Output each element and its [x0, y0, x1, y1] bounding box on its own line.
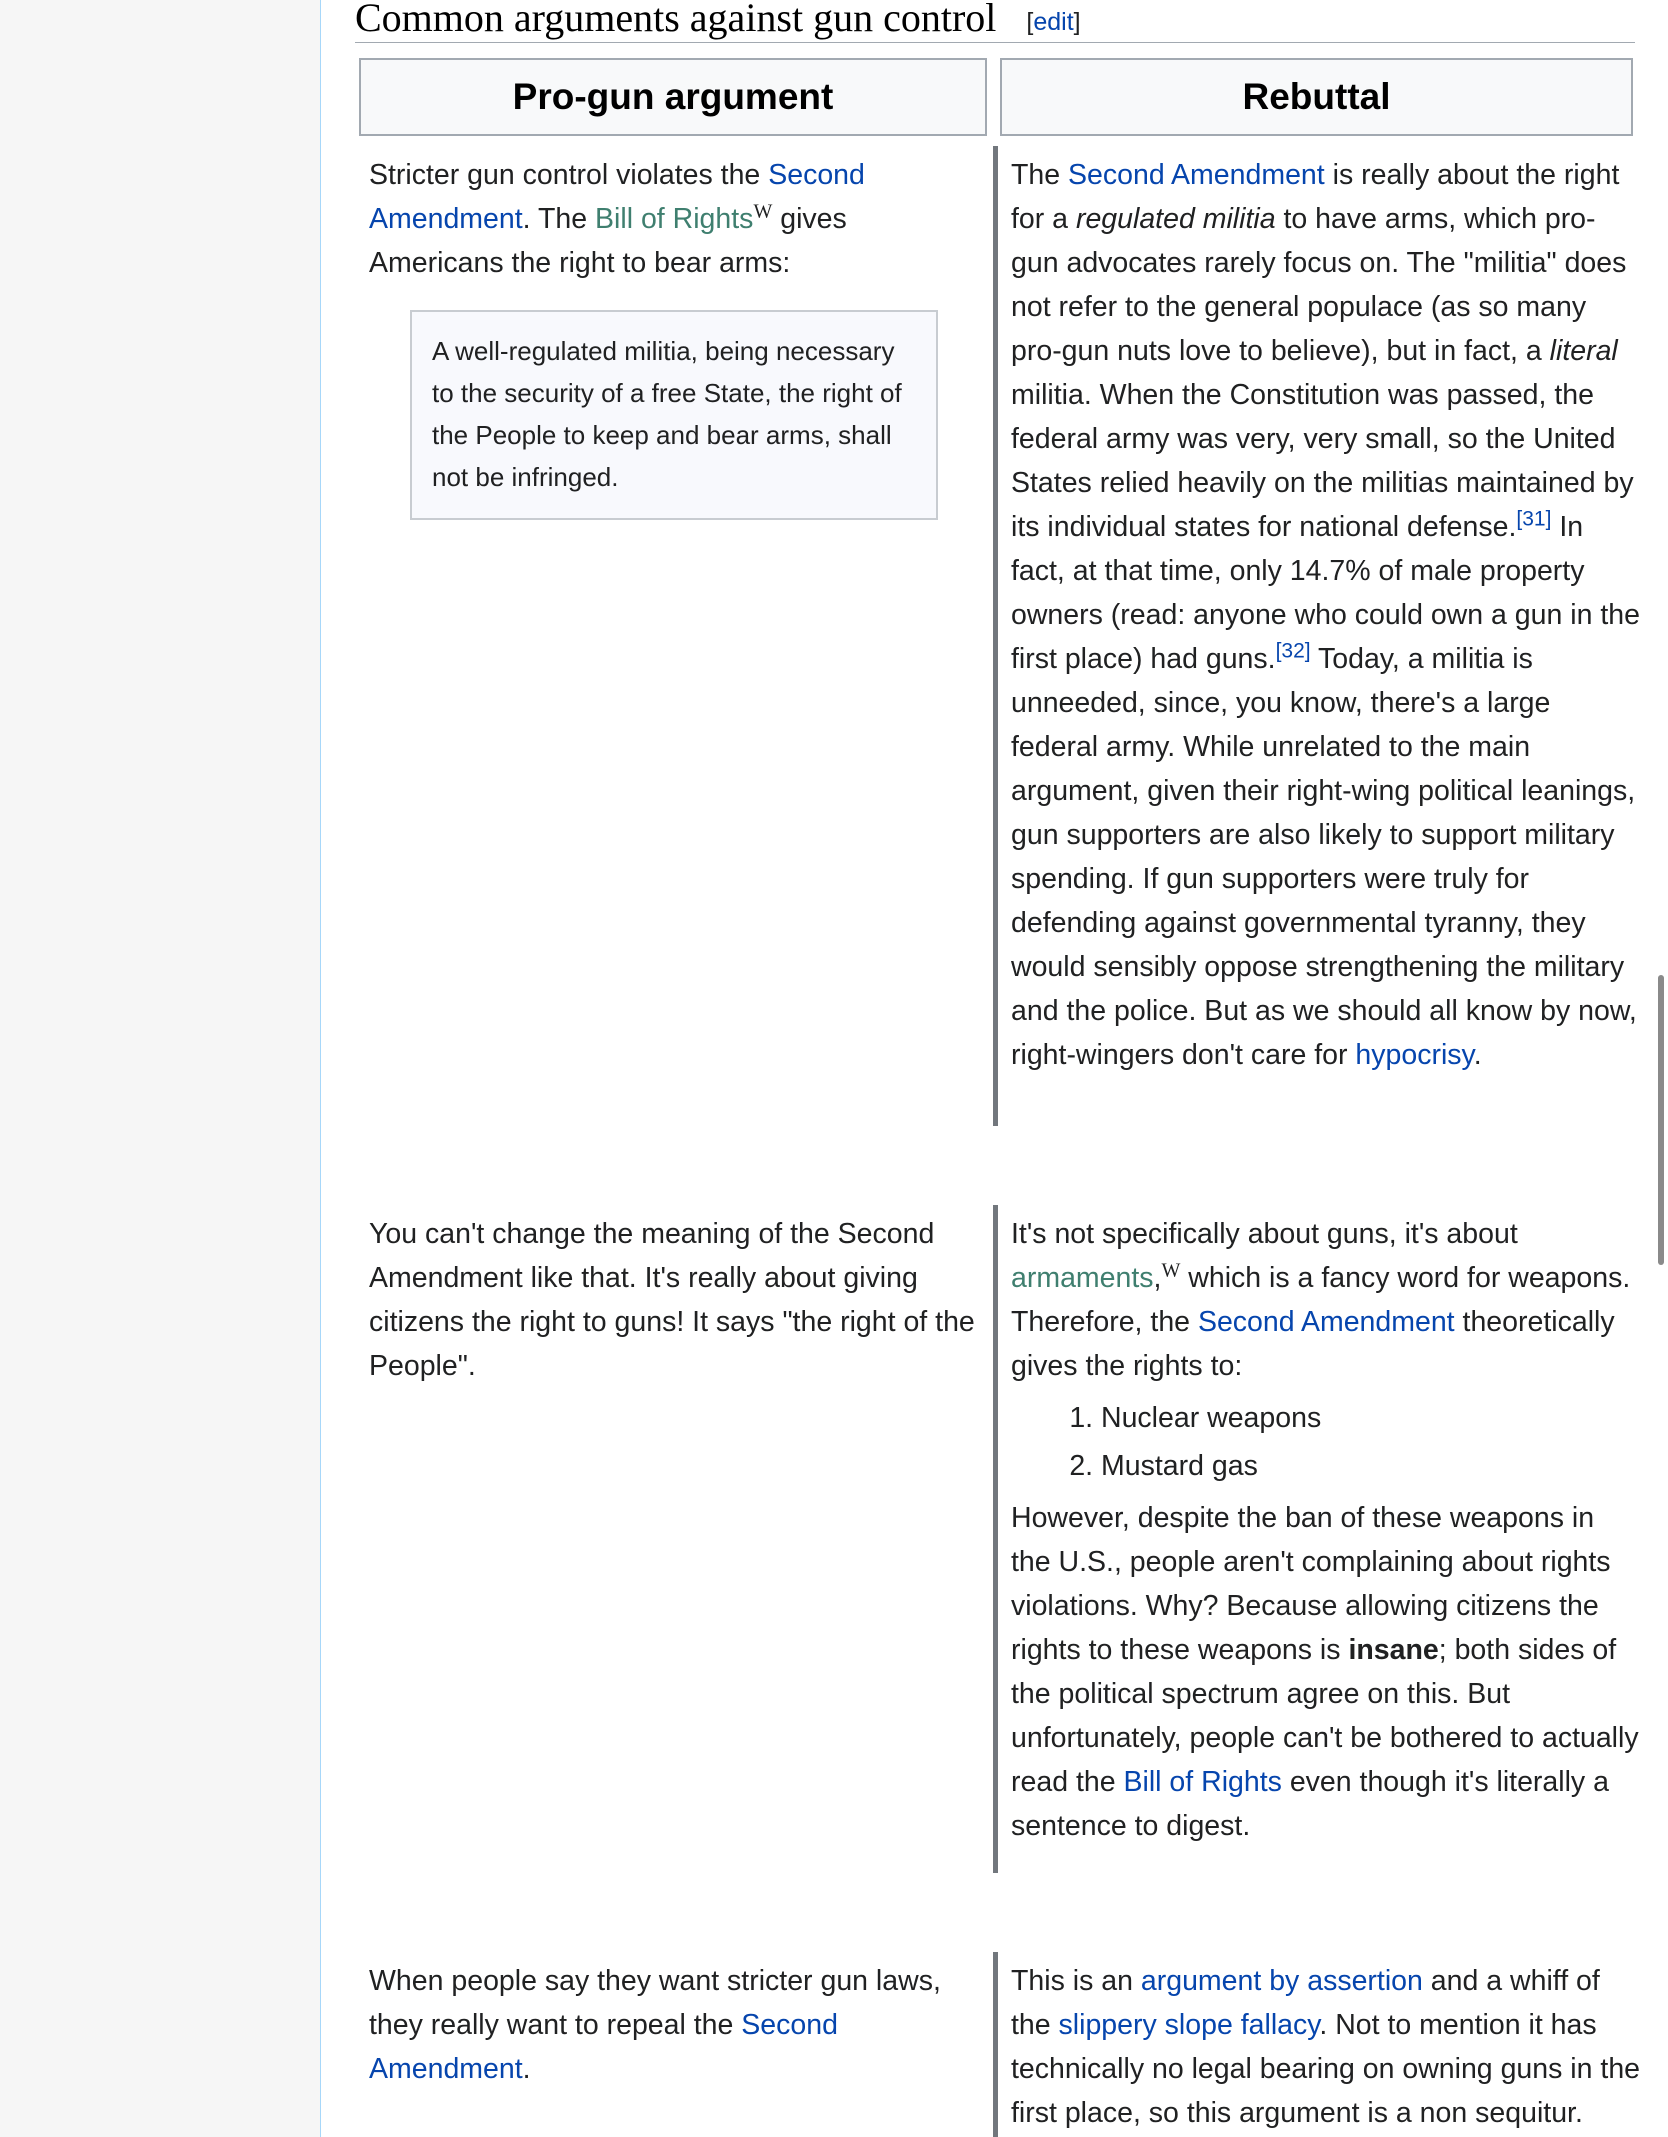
armaments-wiki-link[interactable]: armaments — [1011, 1262, 1154, 1294]
section-title: Common arguments against gun control — [355, 0, 997, 40]
row1-divider — [993, 146, 998, 1126]
argument-by-assertion-link[interactable]: argument by assertion — [1140, 1965, 1423, 1997]
weapons-list — [1011, 1394, 1641, 1490]
article-content — [320, 0, 1668, 2137]
row2-divider — [993, 1205, 998, 1873]
bill-of-rights-link[interactable]: Bill of Rights — [1123, 1766, 1282, 1798]
wikipedia-icon: W — [753, 200, 773, 223]
wikipedia-icon: W — [1161, 1259, 1181, 1282]
slippery-slope-fallacy-link[interactable]: slippery slope fallacy — [1058, 2009, 1320, 2041]
second-amendment-link[interactable]: Second Amendment — [369, 2009, 838, 2085]
header-rebuttal: Rebuttal — [1000, 58, 1633, 136]
second-amendment-link[interactable]: Second Amendment — [1068, 159, 1325, 191]
second-amendment-link[interactable]: Second Amendment — [369, 159, 865, 235]
row3-rebuttal: This is an argument by assertion and a whiff of the slippery slope fallacy. Not to mention it has technically no legal bearing on owning guns in the first place, so this argument is a non sequitur. — [1011, 1965, 1641, 2129]
amendment-quote: A well-regulated militia, being necessary to the security of a free State, the right of the People to keep and bear arms, shall not be infringed. — [410, 310, 938, 520]
list-item: 1. Nuclear weapons — [1101, 1394, 1641, 1442]
row3-argument: When people say they want stricter gun laws, they really want to repeal the Second Amendment. — [369, 1965, 941, 2085]
row1-argument: Stricter gun control violates the Second Amendment. The Bill of Rights$^W$ gives Americans the right to bear arms: — [369, 159, 865, 279]
edit-link[interactable]: edit — [1033, 8, 1074, 36]
row2-rebuttal: It's not specifically about guns, it's about armaments,$^W$ which is a fancy word for weapons. Therefore, the Second Amendment theoretically gives the rights to: 1. Nuclear weapons 2. Mustard gas However, despite the ban of these weapons in the U.S., people aren't complaining about rights violations. Why? Because allowing citizens the rights to these weapons is insane; both sides of the political spectrum agree on this. But unfortunately, people can't be bothered to actually read the Bill of Rights even though it's literally a sentence to digest. — [1011, 1212, 1641, 1848]
row2-argument: You can't change the meaning of the Second Amendment like that. It's really about giving citizens the right to guns! It says "the right of the People". — [369, 1218, 975, 1382]
row1-rebuttal: The Second Amendment is really about the right for a regulated militia to have arms, which pro-gun advocates rarely focus on. The "militia" does not refer to the general populace (as so many pro-gun nuts love to believe), but in fact, a literal militia. When the Constitution was passed, the federal army was very, very small, so the United States relied heavily on the militias maintained by its individual states for national defense.[31] In fact, at that time, only 14.7% of male property owners (read: anyone who could own a gun in the first place) had guns.[32] Today, a militia is unneeded, since, you know, there's a large federal army. While unrelated to the main argument, given their right-wing political leanings, gun supporters are also likely to support military spending. If gun supporters were truly for defending against governmental tyranny, they would sensibly oppose strengthening the military and the police. But as we should all know by now, right-wingers don't care for hypocrisy. — [1011, 159, 1640, 1071]
section-heading — [355, 0, 1635, 43]
second-amendment-link[interactable]: Second Amendment — [1197, 1306, 1455, 1338]
row3-divider — [993, 1952, 998, 2137]
scrollbar-thumb[interactable] — [1658, 975, 1664, 1265]
reference-32[interactable]: [32] — [1275, 639, 1311, 663]
hypocrisy-link[interactable]: hypocrisy — [1355, 1039, 1474, 1071]
reference-31[interactable]: [31] — [1516, 507, 1552, 531]
edit-section: [edit] — [1026, 8, 1081, 36]
left-sidebar — [0, 0, 320, 2137]
list-item: 2. Mustard gas — [1101, 1442, 1641, 1490]
header-pro-gun-argument: Pro-gun argument — [359, 58, 987, 136]
bill-of-rights-wiki-link[interactable]: Bill of Rights — [595, 203, 754, 235]
